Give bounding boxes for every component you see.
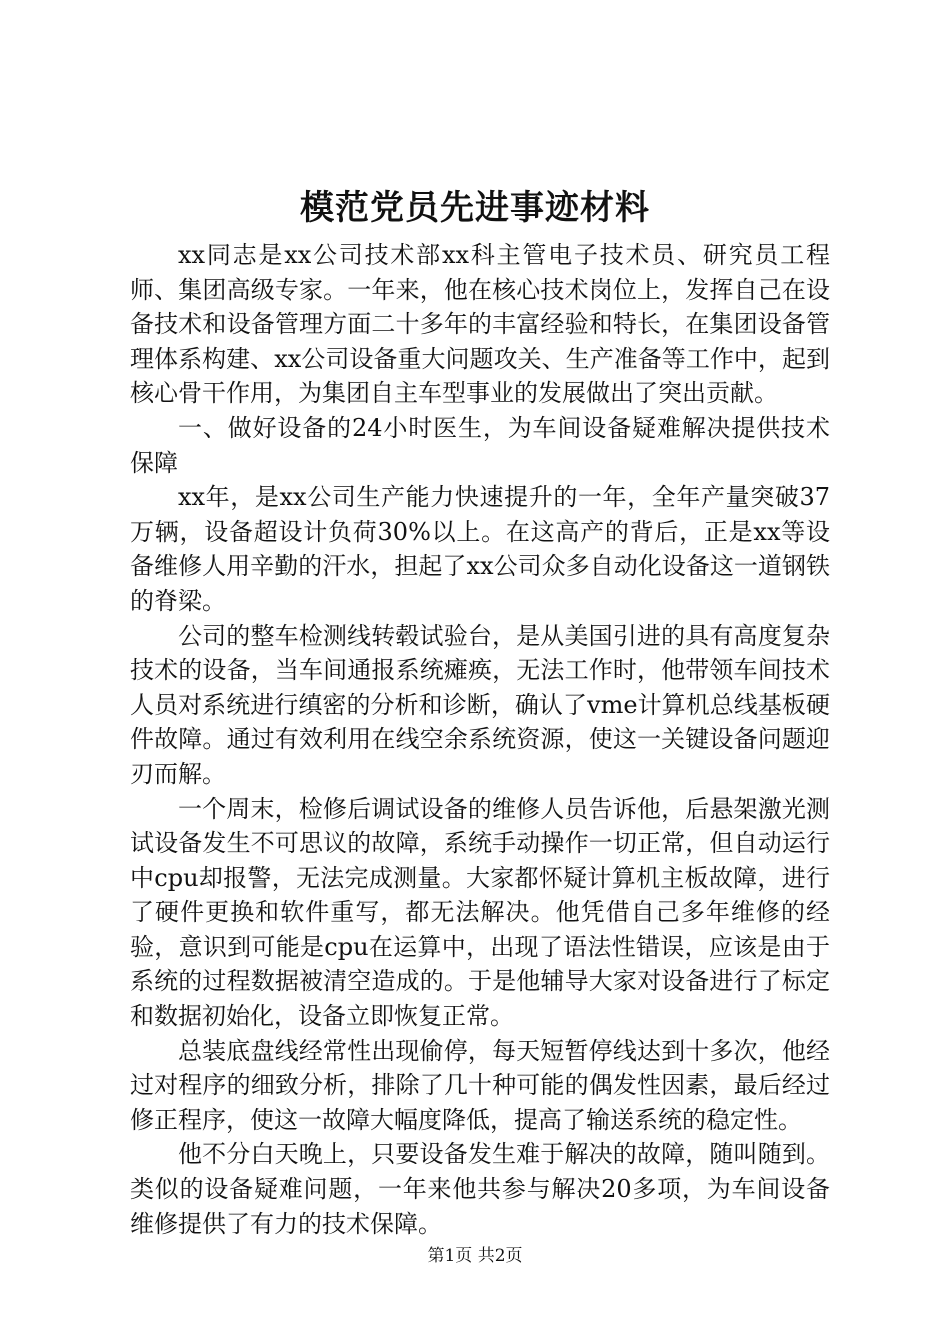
paragraph-summary: 他不分白天晚上，只要设备发生难于解决的故障，随叫随到。类似的设备疑难问题，一年来他共参与解决20多项，为车间设备维修提供了有力的技术保障。 <box>130 1140 830 1238</box>
paragraph-production: xx年，是xx公司生产能力快速提升的一年，全年产量突破37万辆，设备超设计负荷30%以上。在这高产的背后，正是xx等设备维修人用辛勤的汗水，担起了xx公司众多自动化设备这一道钢铁的脊梁。 <box>130 483 830 615</box>
paragraph-intro: xx同志是xx公司技术部xx科主管电子技术员、研究员工程师、集团高级专家。一年来，他在核心技术岗位上，发挥自己在设备技术和设备管理方面二十多年的丰富经验和特长，在集团设备管理体系构建、xx公司设备重大问题攻关、生产准备等工作中，起到核心骨干作用，为集团自主车型事业的发展做出了突出贡献。 <box>130 241 830 408</box>
paragraph-test-bench: 公司的整车检测线转毂试验台，是从美国引进的具有高度复杂技术的设备，当车间通报系统瘫痪，无法工作时，他带领车间技术人员对系统进行缜密的分析和诊断，确认了vme计算机总线基板硬件故障。通过有效利用在线空余系统资源，使这一关键设备问题迎刃而解。 <box>130 621 830 788</box>
document-title: 模范党员先进事迹材料 <box>300 188 650 228</box>
document-body <box>130 238 830 1241</box>
paragraph-laser-test: 一个周末，检修后调试设备的维修人员告诉他，后悬架激光测试设备发生不可思议的故障，系统手动操作一切正常，但自动运行中cpu却报警，无法完成测量。大家都怀疑计算机主板故障，进行了硬件更换和软件重写，都无法解决。他凭借自己多年维修的经验，意识到可能是cpu在运算中，出现了语法性错误，应该是由于系统的过程数据被清空造成的。于是他辅导大家对设备进行了标定和数据初始化，设备立即恢复正常。 <box>130 794 830 1031</box>
page-footer: 第1页 共2页 <box>427 1246 523 1266</box>
section-heading-1: 一、做好设备的24小时医生，为车间设备疑难解决提供技术保障 <box>130 413 830 477</box>
paragraph-chassis-line: 总装底盘线经常性出现偷停，每天短暂停线达到十多次，他经过对程序的细致分析，排除了几十种可能的偶发性因素，最后经过修正程序，使这一故障大幅度降低，提高了输送系统的稳定性。 <box>130 1036 830 1134</box>
